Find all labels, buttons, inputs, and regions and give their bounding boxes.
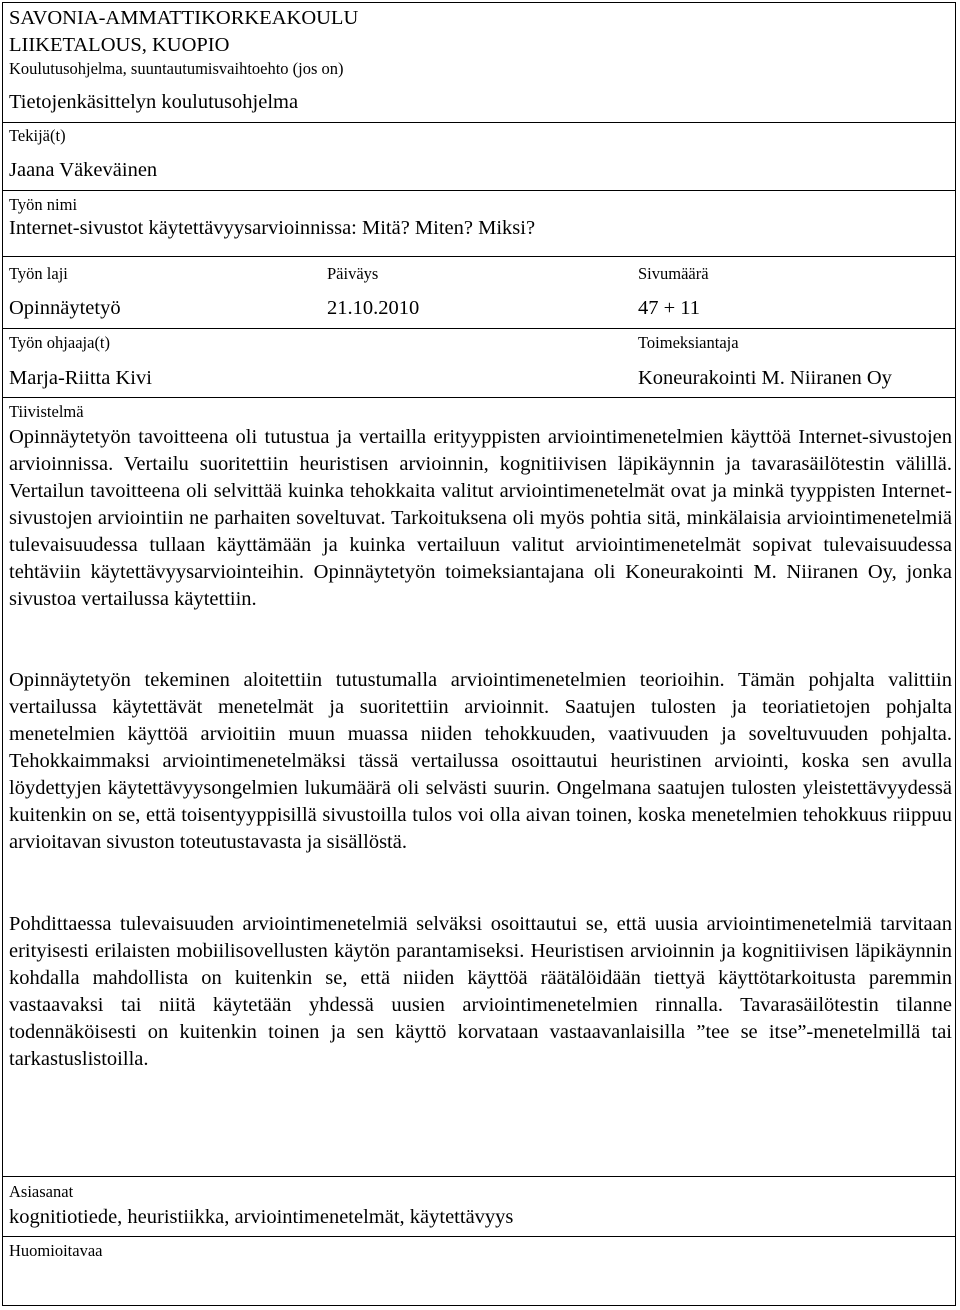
- pages-value: 47 + 11: [638, 297, 701, 319]
- pages-label: Sivumäärä: [638, 264, 709, 283]
- divider: [2, 328, 956, 329]
- school-name: SAVONIA-AMMATTIKORKEAKOULU: [9, 7, 359, 29]
- abstract-label: Tiivistelmä: [9, 402, 84, 421]
- divider: [2, 190, 956, 191]
- unit-name: LIIKETALOUS, KUOPIO: [9, 34, 230, 56]
- divider: [2, 397, 956, 398]
- divider: [2, 256, 956, 257]
- divider: [2, 1236, 956, 1237]
- abstract-paragraph-1: Opinnäytetyön tavoitteena oli tutustua ja vertailla erityyppisten arviointimenetelmien käyttöä Internet-sivustojen arvioinnissa. Vertailu suoritettiin heuristisen arvioinnin, kognitiivisen läpikäynnin ja tavarasäilötestin välillä. Vertailun tavoitteena oli selvittää kuinka tehokkaita valitut arviointimenetelmät ovat ja minkä tyyppisten Internet-sivustojen arviointiin ne parhaiten soveltuvat. Tarkoituksena oli myös pohtia sitä, minkälaisia arviointimenetelmiä tulevaisuudessa tullaan käyttämään ja kuinka vertailuun valitut arviointimenetelmät sopivat tulevaisuudessa tehtäviin käytettävyysarviointeihin. Opinnäytetyön toimeksiantajana oli Koneurakointi M. Niiranen Oy, jonka sivustoa vertailussa käytettiin.: [9, 426, 952, 610]
- authors-label: Tekijä(t): [9, 126, 66, 145]
- keywords-label: Asiasanat: [9, 1182, 74, 1201]
- title-label: Työn nimi: [9, 195, 78, 214]
- date-label: Päiväys: [327, 264, 379, 283]
- type-value: Opinnäytetyö: [9, 297, 121, 319]
- programme-value: Tietojenkäsittelyn koulutusohjelma: [9, 91, 299, 113]
- thesis-title: Internet-sivustot käytettävyysarvioinnissa: Mitä? Miten? Miksi?: [9, 217, 536, 239]
- keywords-value: kognitiotiede, heuristiikka, arviointimenetelmät, käytettävyys: [9, 1206, 514, 1228]
- date-value: 21.10.2010: [327, 297, 420, 319]
- supervisor-value: Marja-Riitta Kivi: [9, 367, 152, 389]
- divider: [2, 1176, 956, 1177]
- type-label: Työn laji: [9, 264, 68, 283]
- abstract-paragraph-2: Opinnäytetyön tekeminen aloitettiin tutustumalla arviointimenetelmien teorioihin. Tämän pohjalta valittiin vertailussa käytettävät menetelmät ja suoritettiin arvioinnit. Saatujen tulosten ja teoriatietojen pohjalta menetelmien käyttöä arvioitiin muun muassa niiden tehokkuuden, vaativuuden ja soveltuvuuden pohjalta. Tehokkaimmaksi arviointimenetelmäksi tässä vertailussa osoittautui heuristinen arviointi, koska sen avulla löydettyjen käytettävyysongelmien lukumäärä oli selvästi suurin. Ongelmana saatujen tulosten yleistettävyydessä kuitenkin on se, että toisentyyppisillä sivustoilla tulos voi olla aivan toinen, koska menetelmien tehokkuus riippuu arvioitavan sivuston toteutustavasta ja sisällöstä.: [9, 669, 952, 853]
- supervisor-label: Työn ohjaaja(t): [9, 333, 111, 352]
- programme-label: Koulutusohjelma, suuntautumisvaihtoehto (jos on): [9, 59, 344, 78]
- commissioner-label: Toimeksiantaja: [638, 333, 739, 352]
- notes-label: Huomioitavaa: [9, 1241, 103, 1260]
- commissioner-value: Koneurakointi M. Niiranen Oy: [638, 367, 892, 389]
- abstract-paragraph-3: Pohdittaessa tulevaisuuden arviointimenetelmiä selväksi osoittautui se, että uusia arviointimenetelmiä tarvitaan erityisesti erilaisten mobiilisovellusten käytön parantamiseksi. Heuristisen arvioinnin ja kognitiivisen läpikäynnin kohdalla mahdollista on kuitenkin se, että niiden käyttöä räätälöidään tiettyä käyttötarkoitusta paremmin vastaavaksi tai niitä käytetään yhdessä uusien arviointimenetelmien rinnalla. Tavarasäilötestin tilanne todennäköisesti on kuitenkin toinen ja sen käyttö korvataan vastaavanlaisilla ”tee se itse”-menetelmillä tai tarkastuslistoilla.: [9, 913, 952, 1070]
- author-value: Jaana Väkeväinen: [9, 159, 158, 181]
- form-frame: [2, 2, 956, 1306]
- divider: [2, 122, 956, 123]
